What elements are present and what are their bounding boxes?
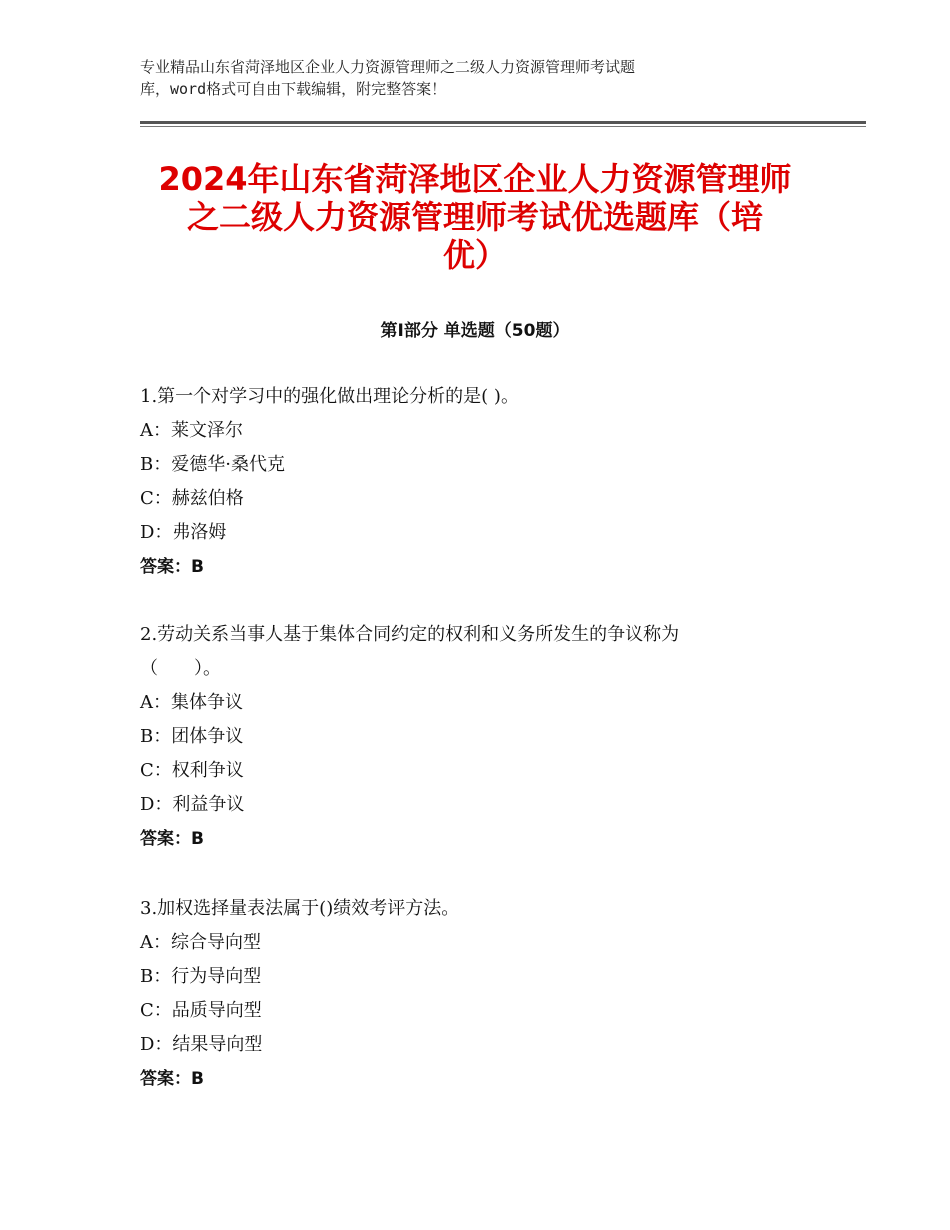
option-c: C：赫兹伯格 [140,488,244,509]
option-b: B：爱德华·桑代克 [140,454,285,475]
option-c: C：品质导向型 [140,1000,262,1021]
answer-label: 答案：B [140,1069,204,1089]
header-note-line-2: 库，word格式可自由下载编辑，附完整答案！ [140,80,447,98]
title-line-1: 2024年山东省菏泽地区企业人力资源管理师 [158,160,792,198]
section-heading: 第Ⅰ部分 单选题（50题） [380,321,570,341]
answer-label: 答案：B [140,557,204,577]
question-stem: 2.劳动关系当事人基于集体合同约定的权利和义务所发生的争议称为 [140,624,680,645]
question-3 [140,892,820,1096]
title-line-3: 优） [442,236,507,274]
option-a: A：莱文泽尔 [140,420,243,441]
option-d: D：利益争议 [140,794,245,815]
question-stem: 3.加权选择量表法属于()绩效考评方法。 [140,898,460,919]
header-divider-thin [140,126,866,127]
option-b: B：团体争议 [140,726,244,747]
question-stem: 1.第一个对学习中的强化做出理论分析的是( )。 [140,386,519,407]
option-d: D：弗洛姆 [140,522,227,543]
answer-label: 答案：B [140,829,204,849]
question-stem-continuation: （ ）。 [140,658,221,679]
header-note-line-1: 专业精品山东省菏泽地区企业人力资源管理师之二级人力资源管理师考试题 [140,58,636,76]
question-2 [140,618,820,856]
option-a: A：综合导向型 [140,932,261,953]
option-c: C：权利争议 [140,760,244,781]
title-line-2: 之二级人力资源管理师考试优选题库（培 [186,198,763,236]
document-title [100,160,850,274]
option-d: D：结果导向型 [140,1034,263,1055]
option-b: B：行为导向型 [140,966,262,987]
header-note [140,56,780,100]
option-a: A：集体争议 [140,692,243,713]
question-1 [140,380,820,584]
header-divider-thick [140,121,866,124]
